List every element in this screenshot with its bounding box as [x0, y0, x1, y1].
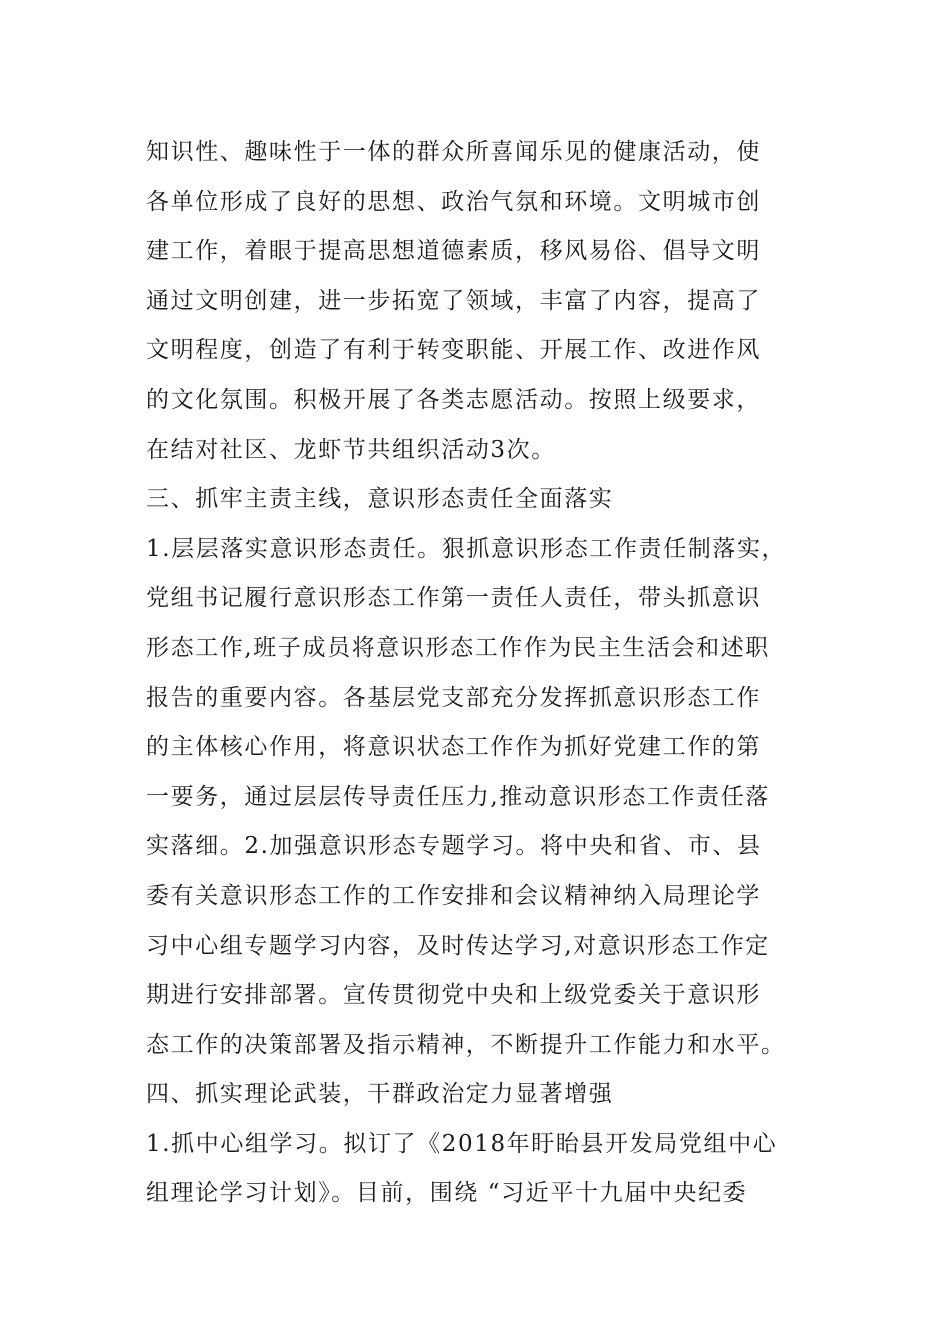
- text-line: 一要务，通过层层传导责任压力,推动意识形态工作责任落: [146, 783, 770, 810]
- text-line: 实落细。2.加强意识形态专题学习。将中央和省、市、县: [146, 833, 762, 860]
- text-line: 1.抓中心组学习。拟订了《2018年盱眙县开发局党组中心: [146, 1130, 778, 1157]
- text-line: 形态工作,班子成员将意识形态工作作为民主生活会和述职: [146, 634, 770, 661]
- text-line: 知识性、趣味性于一体的群众所喜闻乐见的健康活动，使: [146, 139, 761, 165]
- text-line: 报告的重要内容。各基层党支部充分发挥抓意识形态工作: [146, 684, 761, 711]
- text-line: 习中心组专题学习内容，及时传达学习,对意识形态工作定: [146, 932, 770, 959]
- document-body: [146, 128, 826, 1219]
- text-line: 期进行安排部署。宣传贯彻党中央和上级党委关于意识形: [146, 982, 761, 1009]
- text-line: 委有关意识形态工作的工作安排和会议精神纳入局理论学: [146, 882, 761, 909]
- text-line: 通过文明创建，进一步拓宽了领域，丰富了内容，提高了: [146, 287, 761, 314]
- text-line: 建工作，着眼于提高思想道德素质，移风易俗、倡导文明: [146, 238, 761, 265]
- text-line: 的文化氛围。积极开展了各类志愿活动。按照上级要求，: [146, 386, 761, 413]
- text-line: 党组书记履行意识形态工作第一责任人责任，带头抓意识: [146, 585, 761, 612]
- section-heading: 四、抓实理论武装，干群政治定力显著增强: [146, 1081, 614, 1108]
- text-line: 在结对社区、龙虾节共组织活动3次。: [146, 436, 556, 463]
- text-line: 组理论学习计划》。目前，围绕 “习近平十九届中央纪委: [146, 1180, 748, 1207]
- section-heading: 三、抓牢主责主线，意识形态责任全面落实: [146, 486, 614, 513]
- text-line: 的主体核心作用，将意识状态工作作为抓好党建工作的第: [146, 734, 761, 761]
- text-line: 态工作的决策部署及指示精神，不断提升工作能力和水平。: [146, 1031, 786, 1058]
- text-line: 各单位形成了良好的思想、政治气氛和环境。文明城市创: [146, 188, 761, 215]
- text-line: 1.层层落实意识形态责任。狠抓意识形态工作责任制落实，: [146, 535, 787, 562]
- text-line: 文明程度，创造了有利于转变职能、开展工作、改进作风: [146, 337, 761, 364]
